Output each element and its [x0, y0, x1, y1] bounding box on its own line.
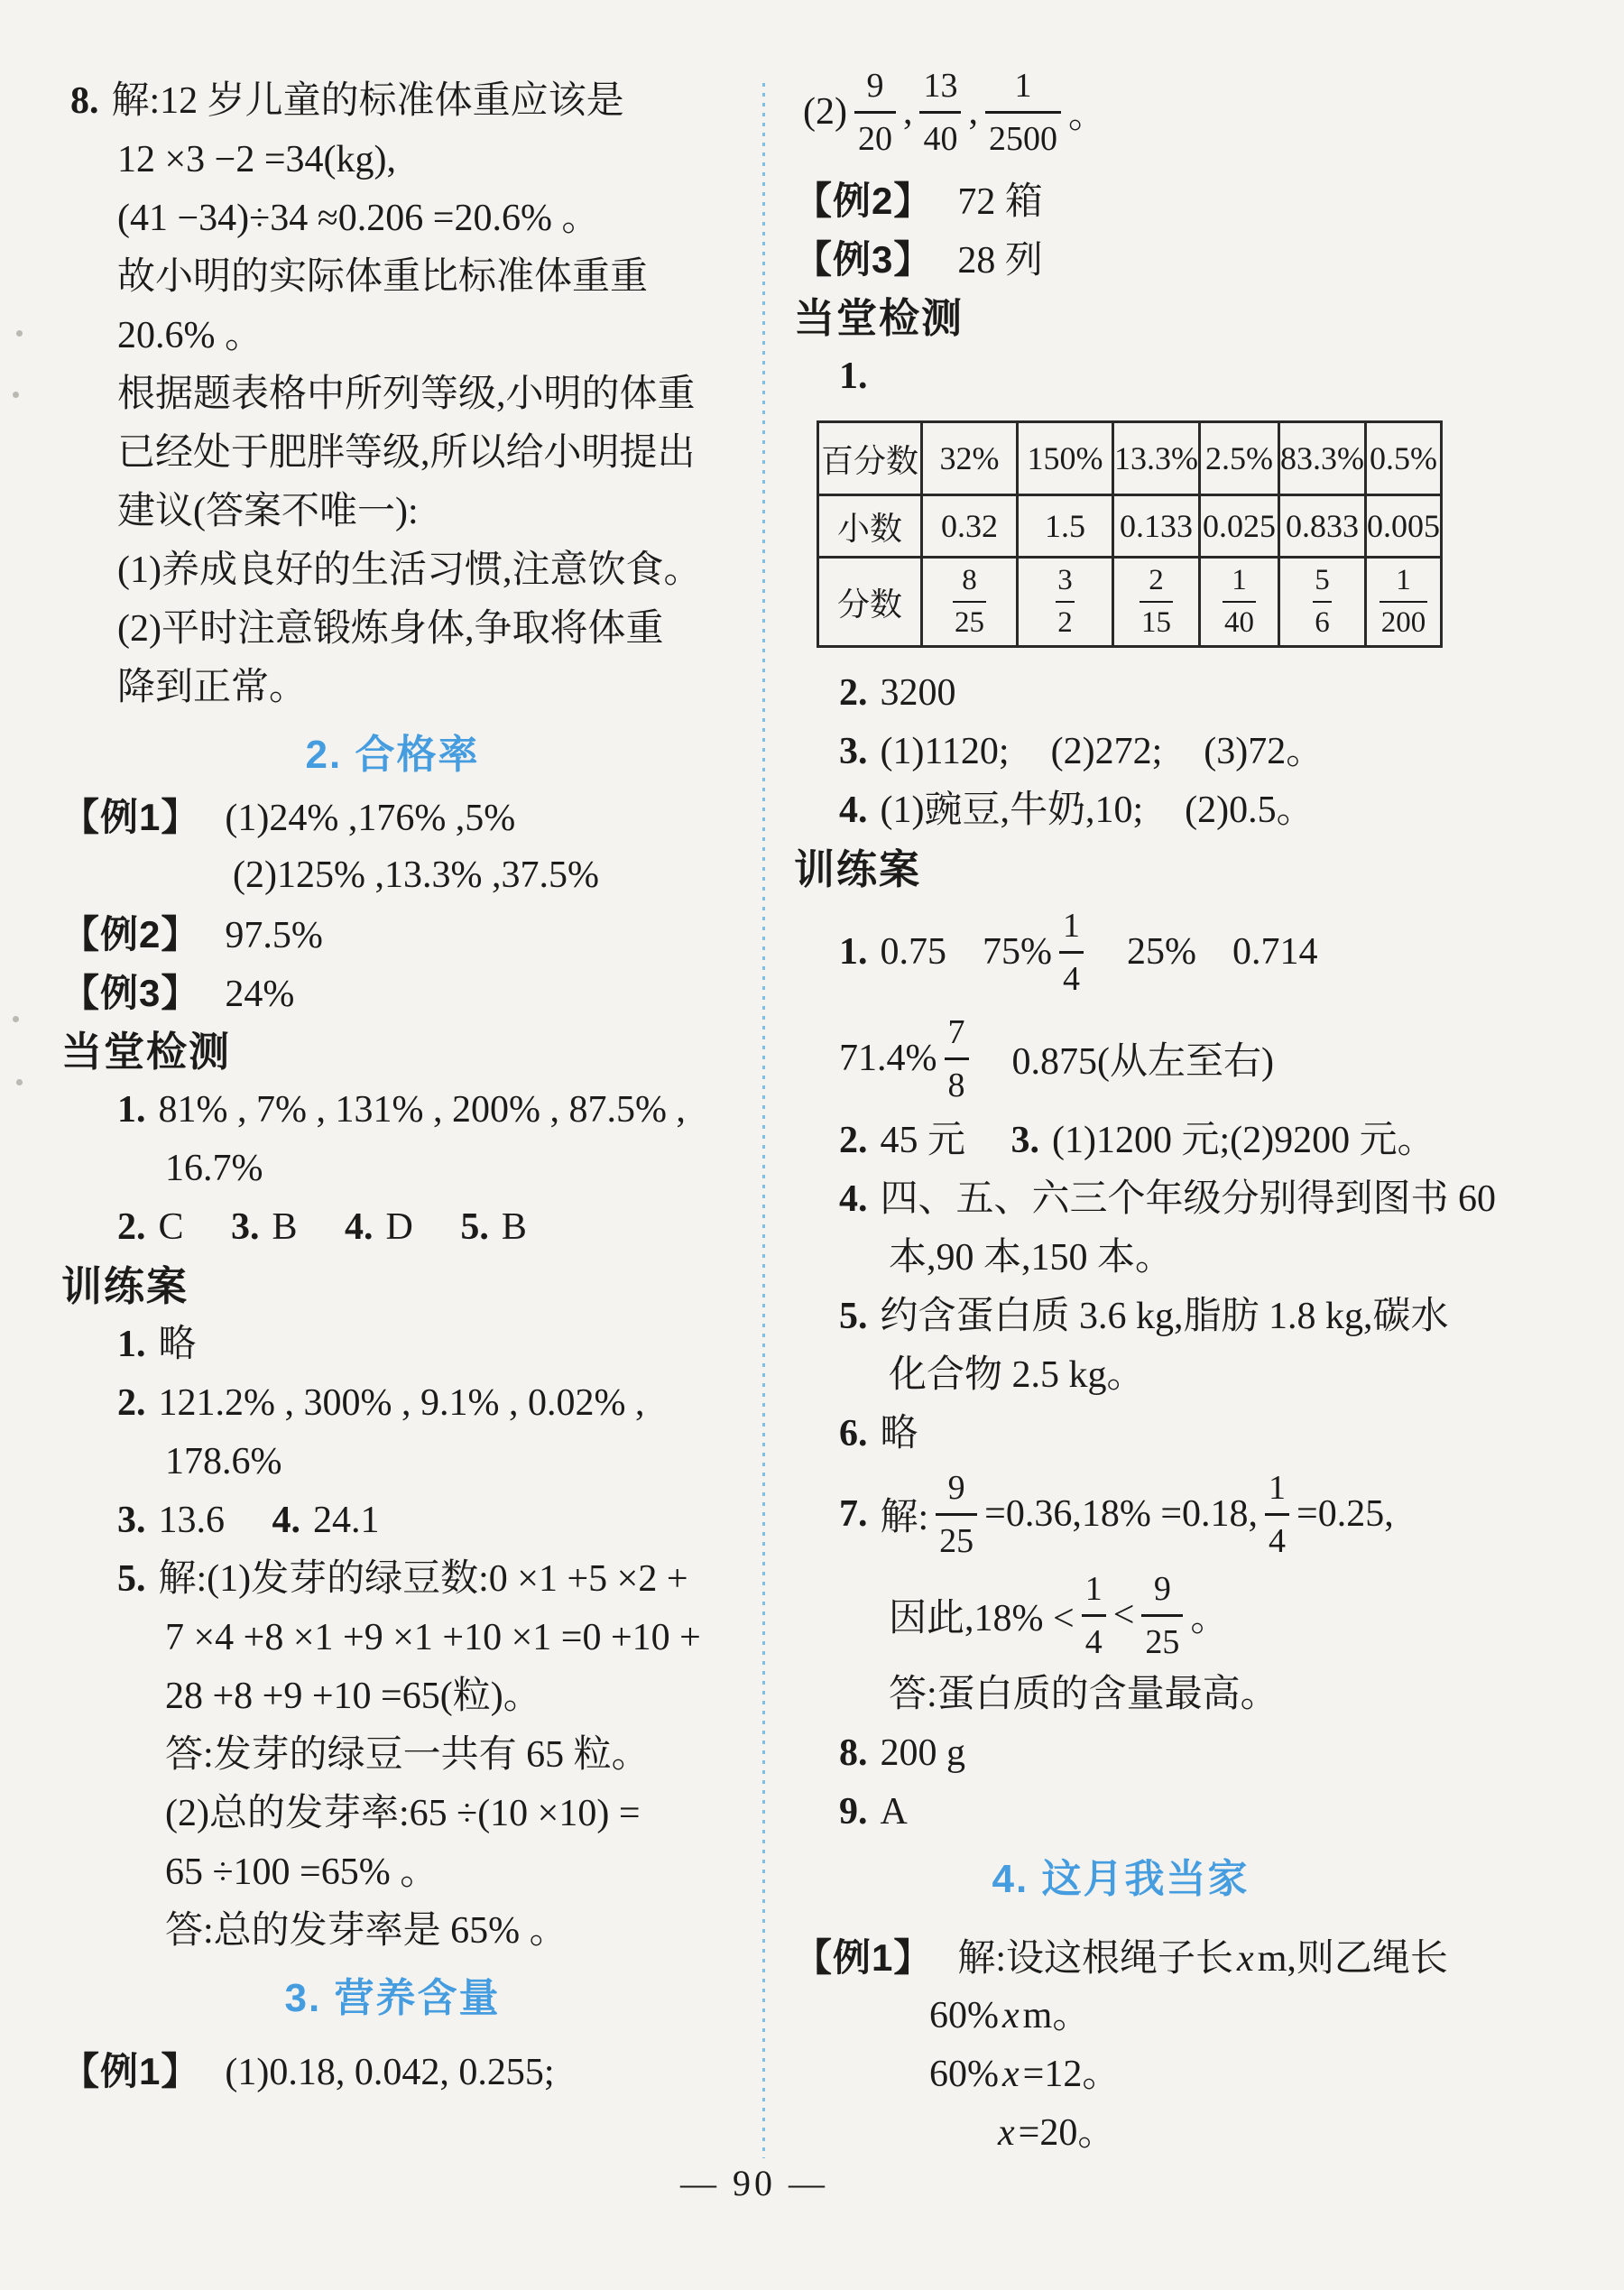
item-number: 1.: [839, 931, 868, 973]
scan-speck: [16, 330, 23, 337]
answer-line: 化合物 2.5 kg。: [889, 1354, 1145, 1396]
fraction: $\frac{9}{25}$: [1141, 1572, 1183, 1659]
variable-x: x: [998, 2112, 1015, 2154]
subheading-dangtangjiance: 当堂检测: [61, 1029, 232, 1075]
answer-line: 71.4% $\frac{7}{8}$ 0.875(从左至右): [839, 1012, 1274, 1104]
answer-line: 2. 3200: [839, 672, 956, 714]
table-cell: 0.5%: [1366, 422, 1442, 495]
item-number: 1.: [839, 356, 868, 397]
problem5-line: 答:发芽的绿豆一共有 65 粒。: [165, 1734, 650, 1776]
answer-line: 9. A: [839, 1791, 908, 1833]
example1-line: 60%x=12。: [929, 2054, 1121, 2095]
item-number: 1.: [117, 1324, 146, 1365]
item-number: 7.: [839, 1493, 868, 1535]
problem8-line: 12 ×3 −2 =34(kg),: [117, 139, 397, 180]
item-number: 3.: [231, 1206, 260, 1248]
scan-speck: [16, 1079, 23, 1085]
table-cell: 150%: [1018, 422, 1113, 495]
fraction: $\frac{5}{6}$: [1315, 564, 1330, 639]
answer-line: 178.6%: [165, 1441, 282, 1482]
item-number: 4.: [839, 789, 868, 831]
item-number: 8.: [839, 1732, 868, 1774]
fraction: $\frac{1}{4}$: [1059, 909, 1084, 996]
example-label: 【例2】: [61, 913, 200, 956]
item-number: 4.: [839, 1178, 868, 1220]
section-heading-hegelv: 2. 合格率: [305, 733, 480, 777]
answer-line: 16.7%: [165, 1148, 263, 1189]
section-heading-yingyanghanliang: 3. 营养含量: [284, 1976, 501, 2020]
answer-line: 2. 45 元 3. (1)1200 元;(2)9200 元。: [839, 1120, 1435, 1161]
answer-line: 4. 四、五、六三个年级分别得到图书 60: [839, 1178, 1497, 1220]
table-cell: [1279, 558, 1366, 647]
table-cell: 13.3%: [1113, 422, 1200, 495]
answer-line: 6. 略: [839, 1413, 918, 1454]
problem7-line: 因此,18% < $\frac{1}{4}$ < $\frac{9}{25}$ 。: [889, 1569, 1229, 1661]
example2-line: 【例2】 97.5%: [61, 913, 323, 956]
problem8-line: 降到正常。: [117, 667, 308, 708]
problem8-line: 已经处于肥胖等级,所以给小明提出: [117, 432, 696, 474]
example-label: 【例1】: [61, 2050, 200, 2092]
subheading-xunlianan: 训练案: [794, 846, 922, 892]
answer-line: 本,90 本,150 本。: [889, 1237, 1174, 1279]
table-row: [818, 558, 1442, 647]
item-number: 2.: [117, 1382, 146, 1424]
answer-line: 2. 121.2% , 300% , 9.1% , 0.02% ,: [117, 1382, 645, 1424]
item-number: 3.: [839, 731, 868, 772]
answer-line: 8. 200 g: [839, 1732, 965, 1774]
answer-line: 5. 约含蛋白质 3.6 kg,脂肪 1.8 kg,碳水: [839, 1296, 1449, 1337]
table-cell: 2.5%: [1200, 422, 1279, 495]
answer-line: 4. (1)豌豆,牛奶,10; (2)0.5。: [839, 789, 1315, 831]
item-number: 1.: [117, 1089, 146, 1131]
table-row: [818, 422, 1442, 495]
problem8-line: (2)平时注意锻炼身体,争取将体重: [117, 608, 664, 650]
item-number: 6.: [839, 1413, 868, 1454]
fraction: $\frac{3}{2}$: [1057, 564, 1073, 639]
scan-speck: [13, 1016, 19, 1022]
table-cell: 0.32: [922, 495, 1018, 558]
section-heading-zheyuewodangjia: 4. 这月我当家: [992, 1857, 1250, 1901]
problem8-line: 20.6% 。: [117, 315, 263, 356]
table-cell: 0.133: [1113, 495, 1200, 558]
problem5-line: 答:总的发芽率是 65% 。: [165, 1910, 567, 1952]
example3-line: 【例3】 24%: [61, 972, 295, 1015]
problem8-line: 建议(答案不唯一):: [117, 491, 419, 532]
table-cell: 分数: [818, 558, 922, 647]
example1-line: 【例1】 解:设这根绳子长xm,则乙绳长: [794, 1936, 1448, 1980]
example-label: 【例1】: [61, 796, 200, 838]
item-number: 5.: [839, 1296, 868, 1337]
problem8-line: (1)养成良好的生活习惯,注意饮食。: [117, 549, 702, 591]
table-cell: [1200, 558, 1279, 647]
table-cell: 83.3%: [1279, 422, 1366, 495]
table-cell: 0.005: [1366, 495, 1442, 558]
table-cell: 1.5: [1018, 495, 1113, 558]
answer-line: 1. 略: [117, 1324, 197, 1365]
multiple-choice-answers: 2. C 3. B 4. D 5. B: [117, 1206, 527, 1248]
item-number: 8.: [70, 80, 99, 122]
item-number: 2.: [839, 672, 868, 714]
table-cell: 32%: [922, 422, 1018, 495]
example1-line: 【例1】 (1)24% ,176% ,5%: [61, 796, 516, 839]
right-column: [794, 52, 1497, 2163]
example1-line: 【例1】 (1)0.18, 0.042, 0.255;: [61, 2050, 555, 2093]
item-number: 5.: [460, 1206, 489, 1248]
table-cell: 百分数: [818, 422, 922, 495]
fraction: $\frac{1}{40}$: [1224, 564, 1254, 639]
answer-line: 1. 81% , 7% , 131% , 200% , 87.5% ,: [117, 1089, 686, 1131]
item-number: 3.: [117, 1500, 146, 1541]
item-number: 9.: [839, 1791, 868, 1833]
fraction: $\frac{1}{4}$: [1082, 1572, 1106, 1659]
fraction: $\frac{9}{20}$: [854, 69, 896, 156]
conversion-table: [817, 420, 1443, 648]
item-number: 4.: [345, 1206, 374, 1248]
item-number-line: [794, 347, 1447, 406]
item-number: 5.: [117, 1558, 146, 1600]
problem8-line: 根据题表格中所列等级,小明的体重: [117, 374, 696, 415]
subheading-dangtangjiance: 当堂检测: [794, 295, 964, 341]
item-number: 3.: [1010, 1120, 1040, 1161]
fraction: $\frac{7}{8}$: [945, 1015, 969, 1103]
problem8-line: (41 −34)÷34 ≈0.206 =20.6% 。: [117, 198, 600, 239]
problem5-line: 5. 解:(1)发芽的绿豆数:0 ×1 +5 ×2 +: [117, 1558, 688, 1600]
fraction: $\frac{1}{4}$: [1265, 1471, 1289, 1558]
problem5-line: 28 +8 +9 +10 =65(粒)。: [165, 1676, 541, 1717]
example2-line: 【例2】 72 箱: [794, 180, 1043, 223]
left-column: [61, 72, 724, 2101]
fraction: $\frac{1}{200}$: [1380, 564, 1426, 639]
problem8-line: 故小明的实际体重比标准体重重: [117, 256, 649, 298]
item-number: 4.: [272, 1500, 300, 1541]
item-number: 2.: [839, 1120, 868, 1161]
example-label: 【例1】: [794, 1936, 933, 1979]
table-row: [818, 495, 1442, 558]
table-cell: [1113, 558, 1200, 647]
answer-line: 1. 0.75 75% $\frac{1}{4}$ 25% 0.714: [839, 906, 1318, 998]
page-number: — 90 —: [680, 2163, 828, 2203]
variable-x: x: [1002, 2054, 1020, 2095]
variable-x: x: [1002, 1995, 1020, 2036]
fraction: $\frac{1}{2500}$: [985, 69, 1061, 156]
problem5-line: 7 ×4 +8 ×1 +9 ×1 +10 ×1 =0 +10 +: [165, 1617, 701, 1658]
example1-line: 60%xm。: [929, 1995, 1091, 2036]
problem7-line: 7. 解: $\frac{9}{25}$ =0.36,18% =0.18, $\frac{1}{4}$ =0.25,: [839, 1468, 1394, 1560]
table-cell: 0.833: [1279, 495, 1366, 558]
fraction: $\frac{8}{25}$: [955, 564, 984, 639]
problem5-line: 65 ÷100 =65% 。: [165, 1851, 438, 1893]
variable-x: x: [1237, 1938, 1254, 1980]
column-divider: [762, 83, 765, 2158]
table-cell: [1018, 558, 1113, 647]
problem7-line: 答:蛋白质的含量最高。: [889, 1674, 1278, 1715]
answer-line: 3. (1)1120; (2)272; (3)72。: [839, 731, 1324, 772]
scan-speck: [13, 392, 19, 398]
fraction-answer-line: (2) $\frac{9}{20}$ , $\frac{13}{40}$ , $\frac{1}{2500}$ 。: [803, 66, 1106, 158]
table-cell: 小数: [818, 495, 922, 558]
item-number: 2.: [117, 1206, 146, 1248]
example-label: 【例3】: [61, 972, 200, 1014]
example1-line: x=20。: [794, 2104, 1447, 2163]
fraction: $\frac{9}{25}$: [936, 1471, 977, 1558]
example3-line: 【例3】 28 列: [794, 238, 1043, 282]
example-label: 【例2】: [794, 180, 933, 222]
problem5-line: (2)总的发芽率:65 ÷(10 ×10) =: [165, 1793, 641, 1834]
subheading-xunlianan: 训练案: [61, 1263, 189, 1309]
answer-line: 3. 13.6 4. 24.1: [117, 1500, 380, 1541]
table-cell: 0.025: [1200, 495, 1279, 558]
example-label: 【例3】: [794, 238, 933, 281]
fraction: $\frac{13}{40}$: [919, 69, 961, 156]
example1-line: (2)125% ,13.3% ,37.5%: [233, 854, 599, 896]
fraction: $\frac{2}{15}$: [1141, 564, 1171, 639]
table-cell: [922, 558, 1018, 647]
problem8-line: 8. 解:12 岁儿童的标准体重应该是: [70, 80, 624, 122]
table-cell: [1366, 558, 1442, 647]
